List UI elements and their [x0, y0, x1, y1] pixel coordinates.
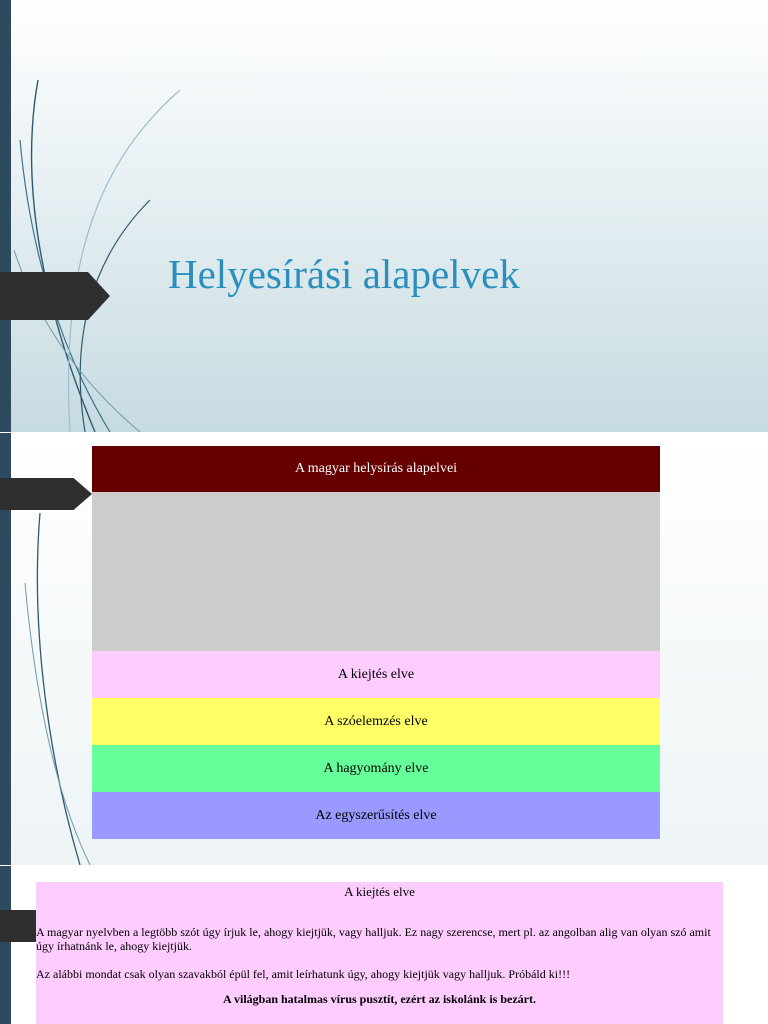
table-empty-area — [92, 492, 660, 651]
slide-kiejtes — [0, 866, 768, 1024]
principles-table — [92, 446, 660, 839]
content-title: A kiejtés elve — [344, 884, 415, 899]
decorative-curves — [0, 0, 260, 432]
paragraph-2: Az alábbi mondat csak olyan szavakból épül fel, amit leírhatunk úgy, ahogy kiejtjük vagy halljuk. Próbáld ki!!! — [36, 967, 571, 981]
paragraph-1: A magyar nyelvben a legtöbb szót úgy írjuk le, ahogy kiejtjük, vagy halljuk. Ez nagy szerencse, mert pl. az angolban alig van olyan szó amit úgy írhatnánk le, ahogy kiejtjük. — [36, 925, 711, 953]
slide-title — [0, 0, 768, 432]
left-accent-bar — [0, 866, 11, 1024]
table-row-egyszerusites: Az egyszerűsítés elve — [92, 792, 660, 839]
example-sentence: A világban hatalmas vírus pusztít, ezért az iskolánk is bezárt. — [222, 992, 536, 1006]
slide-principles — [0, 433, 768, 865]
arrow-tab — [0, 478, 92, 510]
table-row-kiejtes: A kiejtés elve — [92, 651, 660, 698]
table-row-hagyomany: A hagyomány elve — [92, 745, 660, 792]
content-box — [36, 882, 723, 1024]
slide-title-text: Helyesírási alapelvek — [168, 251, 520, 297]
left-accent-bar — [0, 0, 11, 432]
table-row-szoelemzes: A szóelemzés elve — [92, 698, 660, 745]
table-header: A magyar helysírás alapelvei — [92, 446, 660, 492]
arrow-tab — [0, 272, 110, 320]
